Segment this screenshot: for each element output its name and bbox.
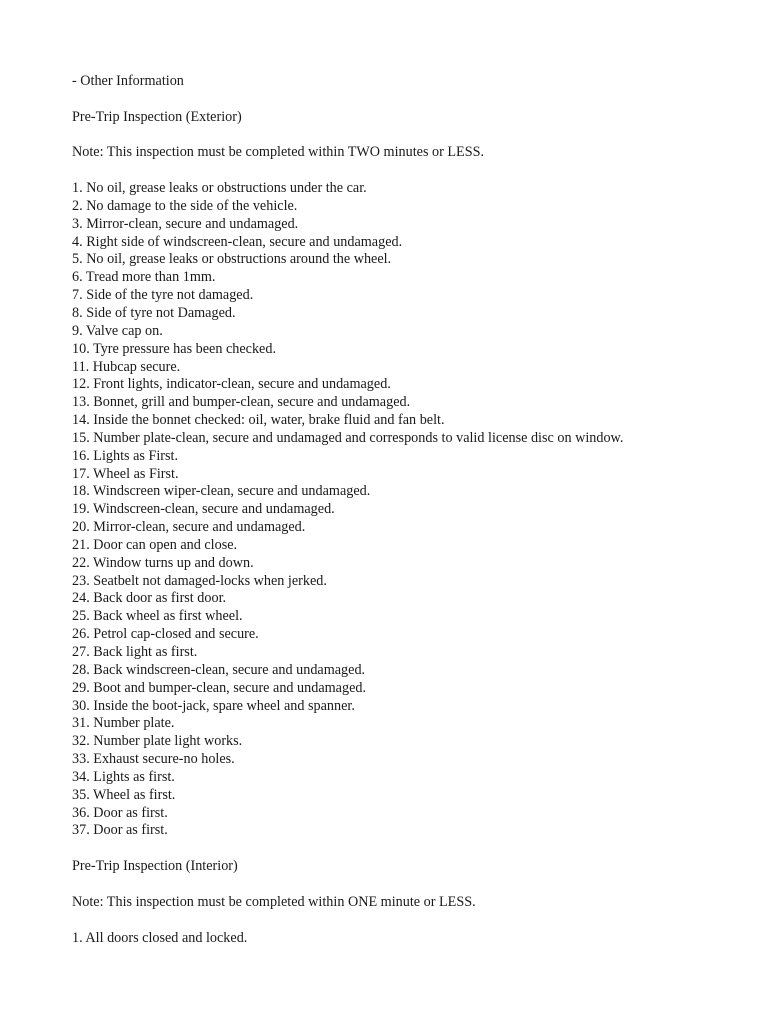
document-page	[72, 73, 732, 947]
checklist-item: 20. Mirror-clean, secure and undamaged.	[72, 519, 306, 536]
spacer	[72, 876, 732, 894]
checklist-item: 35. Wheel as first.	[72, 786, 176, 803]
checklist-item: 28. Back windscreen-clean, secure and undamaged.	[72, 661, 366, 678]
checklist-item: 32. Number plate light works.	[72, 733, 243, 750]
checklist-item: 18. Windscreen wiper-clean, secure and undamaged.	[72, 483, 371, 500]
checklist-item: 31. Number plate.	[72, 715, 175, 732]
exterior-title: Pre-Trip Inspection (Exterior)	[72, 108, 242, 125]
exterior-checklist	[72, 180, 732, 840]
checklist-item: 17. Wheel as First.	[72, 465, 179, 482]
checklist-item: 8. Side of tyre not Damaged.	[72, 304, 236, 321]
checklist-item: 34. Lights as first.	[72, 768, 175, 785]
spacer	[72, 840, 732, 858]
checklist-item: 22. Window turns up and down.	[72, 554, 254, 571]
checklist-item: 10. Tyre pressure has been checked.	[72, 340, 276, 357]
checklist-item: 27. Back light as first.	[72, 644, 198, 660]
checklist-item: 25. Back wheel as first wheel.	[72, 608, 243, 625]
checklist-item: 14. Inside the bonnet checked: oil, water, brake fluid and fan belt.	[72, 412, 445, 429]
spacer	[72, 127, 732, 145]
checklist-item: 16. Lights as First.	[72, 447, 179, 464]
checklist-item: 6. Tread more than 1mm.	[72, 269, 216, 286]
checklist-item: 1. No oil, grease leaks or obstructions under the car.	[72, 180, 367, 197]
checklist-item: 1. All doors closed and locked.	[72, 929, 248, 946]
exterior-note: Note: This inspection must be completed within TWO minutes or LESS.	[72, 144, 485, 161]
checklist-item: 30. Inside the boot-jack, spare wheel and spanner.	[72, 697, 355, 714]
checklist-item: 4. Right side of windscreen-clean, secure and undamaged.	[72, 233, 403, 250]
section-heading: - Other Information	[72, 73, 184, 89]
spacer	[72, 91, 732, 109]
checklist-item: 15. Number plate-clean, secure and undamaged and corresponds to valid license disc on window.	[72, 429, 624, 446]
spacer	[72, 912, 732, 930]
checklist-item: 36. Door as first.	[72, 804, 168, 821]
checklist-item: 2. No damage to the side of the vehicle.	[72, 197, 298, 214]
checklist-item: 21. Door can open and close.	[72, 536, 238, 553]
checklist-item: 13. Bonnet, grill and bumper-clean, secure and undamaged.	[72, 394, 411, 411]
checklist-item: 3. Mirror-clean, secure and undamaged.	[72, 215, 299, 232]
checklist-item: 37. Door as first.	[72, 822, 168, 839]
checklist-item: 24. Back door as first door.	[72, 590, 227, 607]
checklist-item: 33. Exhaust secure-no holes.	[72, 751, 235, 768]
checklist-item: 12. Front lights, indicator-clean, secure and undamaged.	[72, 376, 391, 393]
interior-note: Note: This inspection must be completed within ONE minute or LESS.	[72, 893, 476, 910]
checklist-item: 26. Petrol cap-closed and secure.	[72, 626, 259, 643]
checklist-item: 9. Valve cap on.	[72, 322, 163, 339]
checklist-item: 29. Boot and bumper-clean, secure and undamaged.	[72, 679, 367, 696]
checklist-item: 7. Side of the tyre not damaged.	[72, 287, 254, 304]
checklist-item: 11. Hubcap secure.	[72, 358, 181, 375]
checklist-item: 19. Windscreen-clean, secure and undamaged.	[72, 501, 335, 518]
spacer	[72, 162, 732, 180]
checklist-item: 5. No oil, grease leaks or obstructions around the wheel.	[72, 251, 392, 268]
checklist-item: 23. Seatbelt not damaged-locks when jerked.	[72, 572, 327, 589]
interior-checklist	[72, 930, 732, 948]
interior-title: Pre-Trip Inspection (Interior)	[72, 858, 238, 875]
